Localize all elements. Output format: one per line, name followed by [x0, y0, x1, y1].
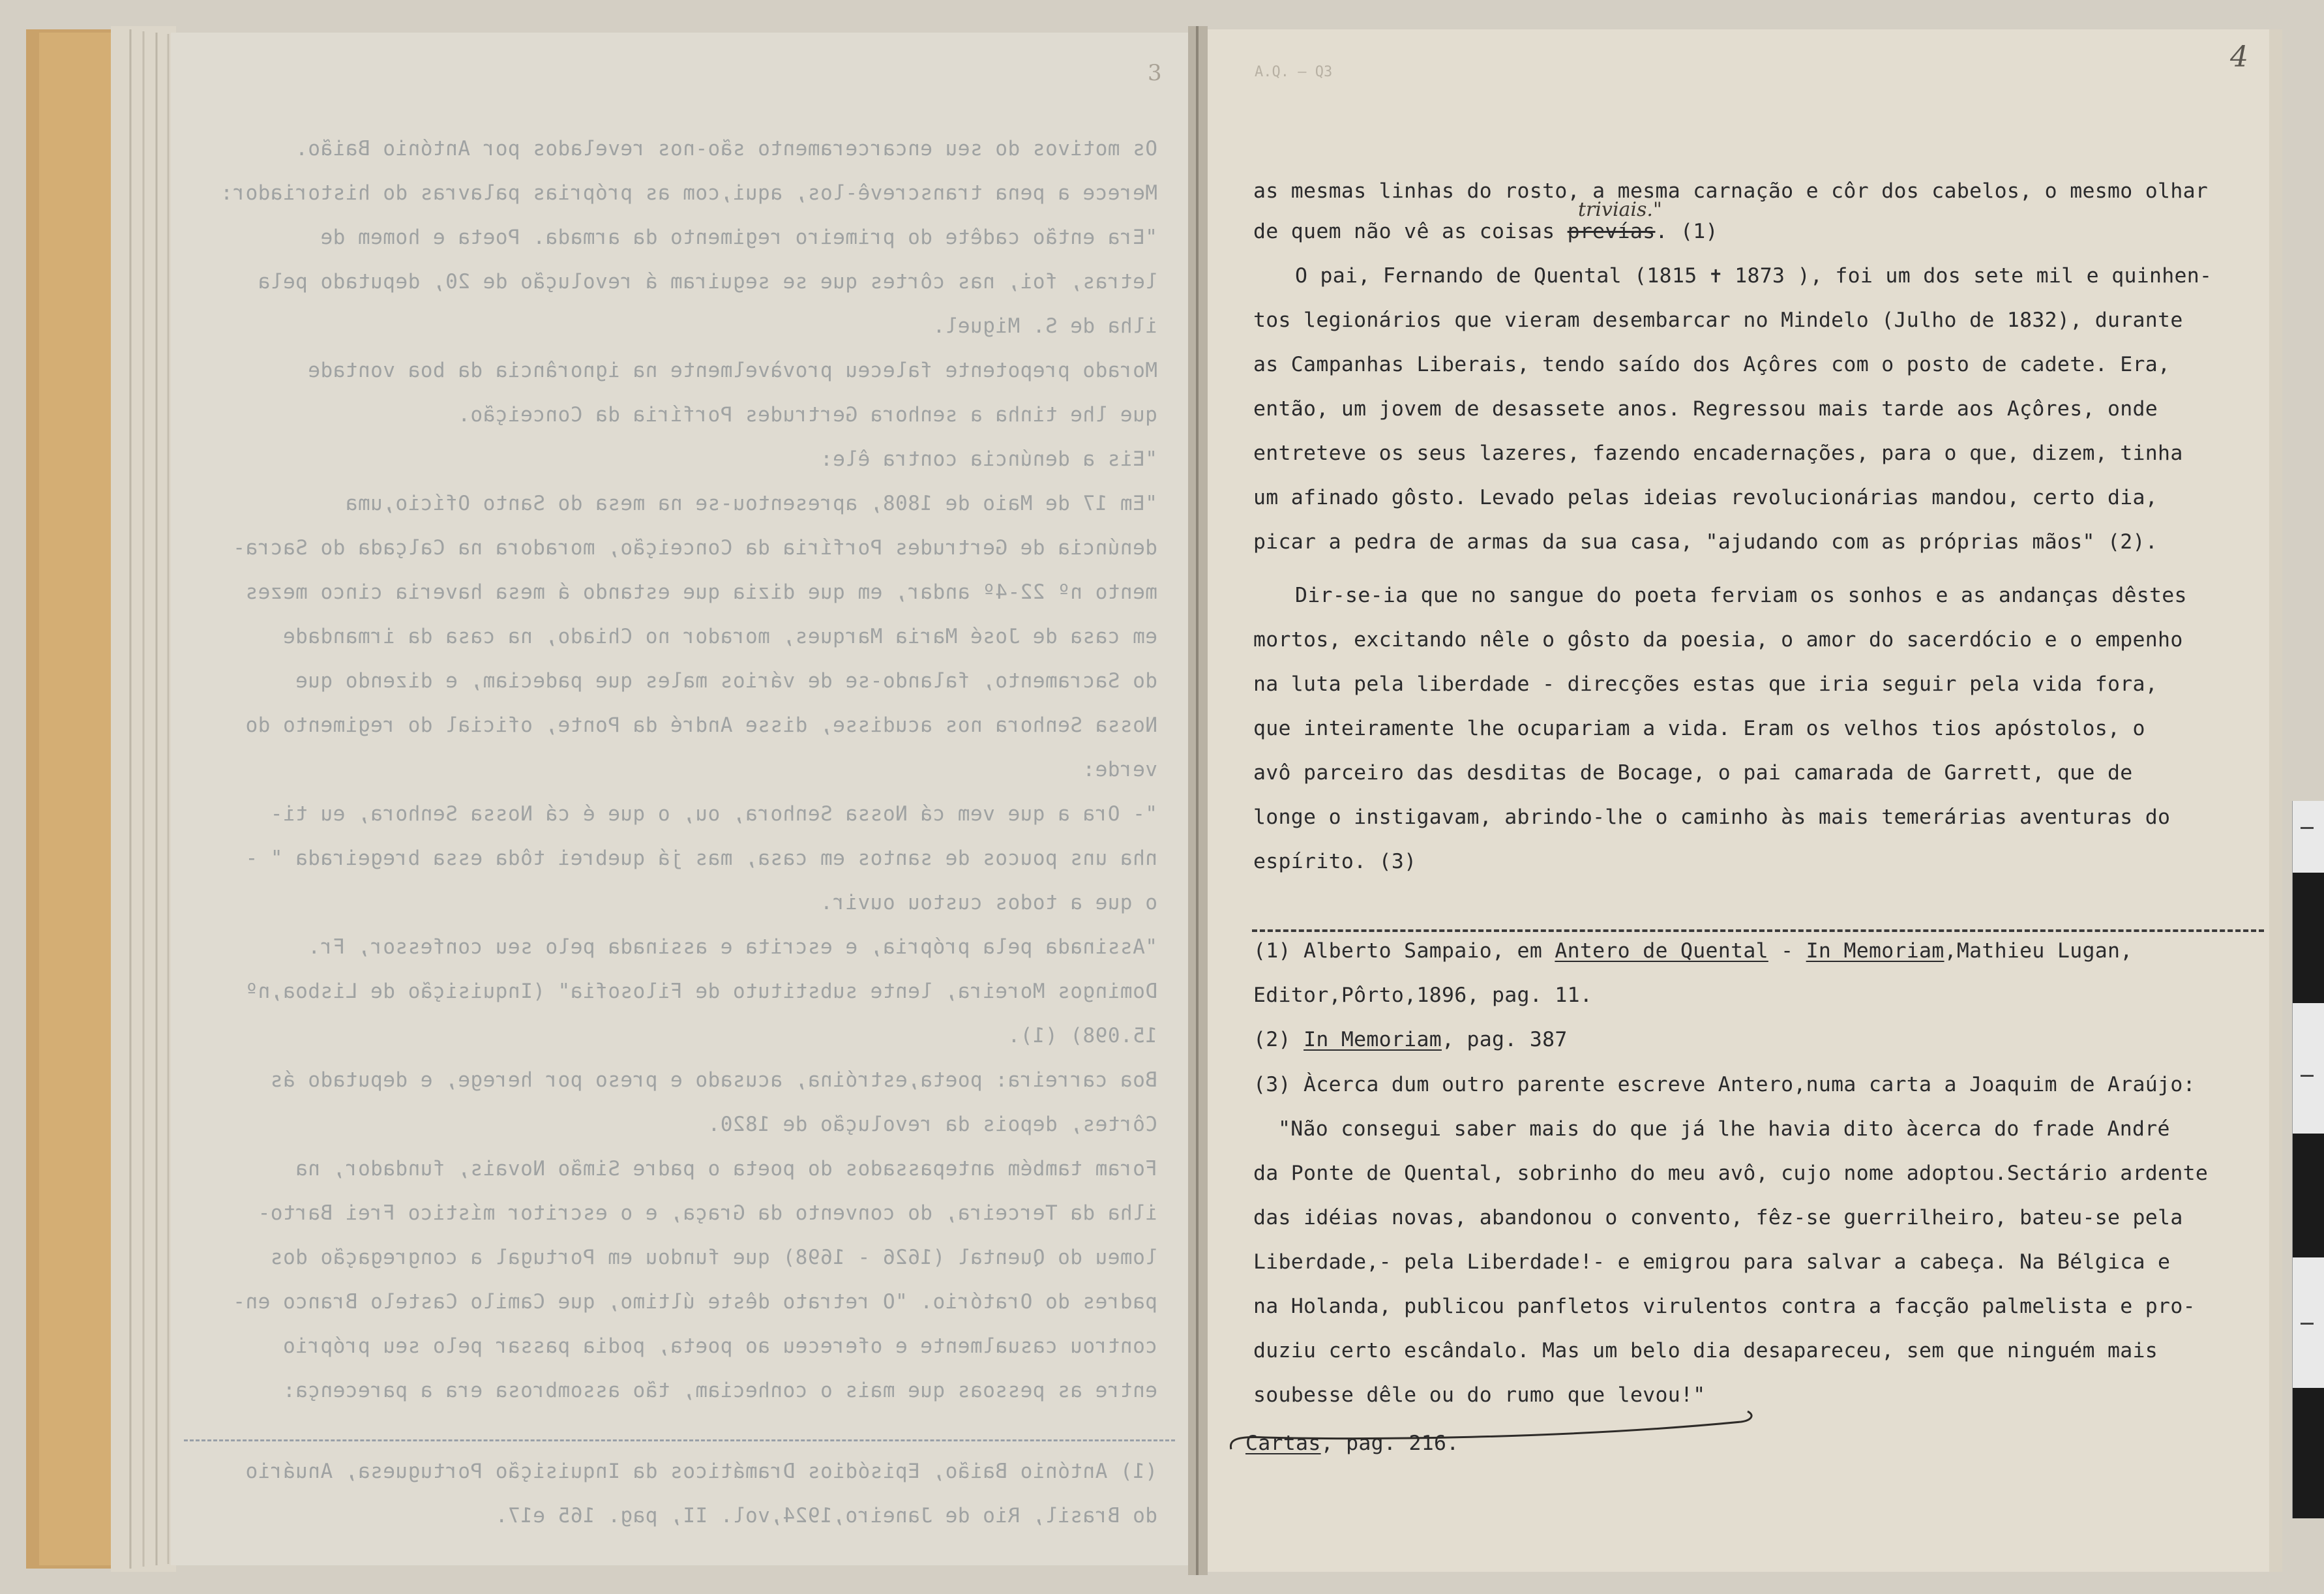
bleed-line: Nossa Senhora nos acudisse, disse André da Ponte, oficial do regimento do	[245, 714, 1157, 737]
body-line: duziu certo escândalo. Mas um belo dia desapareceu, sem que ninguém mais	[1253, 1339, 2158, 1362]
bleed-line: Côrtes, depois da revolução de 1820.	[708, 1113, 1157, 1136]
bleed-line: Boa carreira: poeta,estróina, acusado e preso por herege, e deputado ás	[270, 1068, 1157, 1092]
body-line: longe o instigavam, abrindo-lhe o caminho às mais temerárias aventuras do	[1253, 805, 2171, 829]
bleed-line: "Eis a denúncia contra êle:	[820, 447, 1157, 471]
bleed-line: letras, foi, nas côrtes que se seguiram á revolução de 20, deputado pela	[258, 270, 1157, 293]
body-line: as mesmas linhas do rosto, a mesma carnação e côr dos cabelos, o mesmo olhar	[1253, 179, 2209, 203]
body-line: então, um jovem de desassete anos. Regressou mais tarde aos Açôres, onde	[1253, 397, 2158, 421]
body-line: das idéias novas, abandonou o convento, fêz-se guerrilheiro, bateu-se pela	[1253, 1206, 2183, 1229]
right-page-number: 4	[2230, 40, 2248, 74]
ruler-block	[2293, 873, 2324, 1003]
handwritten-underline-stroke	[1226, 1389, 1761, 1461]
bleed-line: do Brasil, Rio de Janeiro,1924,vol. II, pag. 165 e17.	[495, 1504, 1157, 1527]
body-line: na Holanda, publicou panfletos virulentos contra a facção palmelista e pro-	[1253, 1295, 2196, 1318]
ruler-tick	[2301, 827, 2314, 829]
body-line: na luta pela liberdade - direcções estas que iria seguir pela vida fora,	[1253, 672, 2158, 696]
body-line: tos legionários que vieram desembarcar no Mindelo (Julho de 1832), durante	[1253, 308, 2183, 332]
bleed-line: padres do Oratório. "O retrato dêste último, que Camilo Castelo Branco en-	[232, 1290, 1157, 1314]
bleed-line: denúncia de Gertrudes Porfíria da Conceição, moradora na Calçada do Sacra-	[232, 536, 1157, 560]
ruler-block	[2293, 1388, 2324, 1518]
footnote-title: Cartas	[1245, 1432, 1321, 1455]
right-footnote-separator	[1252, 929, 2264, 932]
text-run: , pag. 216.	[1320, 1432, 1459, 1455]
bleed-line: (1) António Baião, Episódios Dramáticos da Inquisição Portuguesa, Anuário	[245, 1460, 1157, 1483]
text-run: -	[1768, 939, 1806, 963]
footnote-2-line	[1253, 1028, 1568, 1051]
body-line: as Campanhas Liberais, tendo saído dos Açôres com o posto de cadete. Era,	[1253, 353, 2171, 376]
bleed-line: 15.098) (1).	[1007, 1024, 1157, 1047]
footnote-title: In Memoriam	[1806, 939, 1944, 963]
body-line: soubesse dêle ou do rumo que levou!"	[1253, 1383, 1706, 1407]
left-footnote-separator	[184, 1439, 1175, 1441]
bleed-line: Os motivos do seu encarceramento são-nos revelados por António Baião.	[295, 137, 1157, 160]
bleed-line: controu casualmente e ofereceu ao poeta, podia passar pelo seu próprio	[282, 1334, 1157, 1358]
footnote-title: Antero de Quental	[1555, 939, 1768, 963]
text-run: (1) Alberto Sampaio, em	[1253, 939, 1555, 963]
bleed-line: "Em 17 de Maio de 1808, apresentou-se na mesa do Santo Ofício,uma	[345, 492, 1157, 515]
bleed-line: que lhe tinha a senhora Gertrudes Porfíria da Conceição.	[457, 403, 1157, 427]
text-run: ,Mathieu Lugan,	[1944, 939, 2133, 963]
text-run: (2)	[1253, 1028, 1304, 1051]
body-line: entreteve os seus lazeres, fazendo encadernações, para o que, dizem, tinha	[1253, 442, 2183, 465]
bleed-line: do Sacramento, falando-se de vários males que padeciam, e dizendo que	[295, 669, 1157, 693]
handwritten-insertion: triviais."	[1578, 198, 1662, 221]
body-line: (3) Àcerca dum outro parente escreve Antero,numa carta a Joaquim de Araújo:	[1253, 1073, 2196, 1096]
body-line: avô parceiro das desditas de Bocage, o pai camarada de Garrett, que de	[1253, 761, 2133, 785]
body-line: picar a pedra de armas da sua casa, "ajudando com as próprias mãos" (2).	[1253, 530, 2158, 554]
bleed-line: entre as pessoas que mais o conheciam, tão assombrosa era a parecença:	[282, 1379, 1157, 1402]
ruler-tick	[2301, 1075, 2314, 1077]
bleed-line: Merece a pena transcrevê-los, aqui,com as próprias palavras do historiador:	[220, 181, 1157, 205]
body-line: espírito. (3)	[1253, 850, 1417, 873]
bleed-line: ilha de S. Miguel.	[932, 314, 1157, 338]
bleed-line: em casa de José Maria Marques, morador no Chiado, na casa da irmandade	[282, 625, 1157, 648]
right-page	[1226, 0, 2269, 1594]
bleed-line: Foram também antepassados do poeta o padre Simão Novais, fundador, na	[295, 1157, 1157, 1180]
right-header-faint: A.Q. – Q3	[1255, 64, 1333, 80]
body-line: mortos, excitando nêle o gôsto da poesia, o amor do sacerdócio e o empenho	[1253, 628, 2183, 652]
ruler-tick	[2301, 1323, 2314, 1325]
text-run: , pag. 387	[1441, 1028, 1568, 1051]
bleed-line: "Assinada pela própria, e escrita e assinada pelo seu confessor, Fr.	[307, 935, 1157, 959]
bleed-line: Domingos Moreira, lente substituto de Filosofia" (Inquisição de Lisboa,nº	[245, 980, 1157, 1003]
body-line: "Não consegui saber mais do que já lhe havia dito àcerca do frade André	[1278, 1117, 2170, 1141]
bleed-line: lomeu do Quental (1626 - 1698) que fundou em Portugal a congregação dos	[270, 1246, 1157, 1269]
ruler-block	[2293, 1134, 2324, 1257]
left-page-bleed-through-text	[176, 0, 1177, 1594]
footnote-1-line: Editor,Pôrto,1896, pag. 11.	[1253, 984, 1593, 1007]
body-line: que inteiramente lhe ocupariam a vida. Eram os velhos tios apóstolos, o	[1253, 717, 2145, 740]
scan-ruler	[2292, 801, 2324, 1518]
bleed-line: mento nº 22-4º andar, em que dizia que estando á mesa haveria cinco mezes	[245, 580, 1157, 604]
body-line: O pai, Fernando de Quental (1815 ✝ 1873 ), foi um dos sete mil e quinhen-	[1295, 264, 2212, 288]
bleed-line: "Era então cadête do primeiro regimento da armada. Poeta e homem de	[320, 226, 1157, 249]
body-line: um afinado gôsto. Levado pelas ideias revolucionárias mandou, certo dia,	[1253, 486, 2158, 509]
bleed-line: verde:	[1082, 758, 1157, 781]
left-page-number: 3	[1148, 60, 1162, 86]
bleed-line: "- Ora a que vem cá Nossa Senhora, ou, o que é cá Nossa Senhora, eu ti-	[270, 802, 1157, 826]
text-run: . (1)	[1655, 220, 1718, 243]
body-line	[1253, 220, 1718, 243]
footnote-title: In Memoriam	[1304, 1028, 1442, 1051]
bleed-line: Morado prepotente faleceu provàvelmente na ignorância da boa vontade	[307, 359, 1157, 382]
bleed-line: o que a todos custou ouvir.	[820, 891, 1157, 914]
struck-word: prevías	[1567, 220, 1656, 243]
bleed-line: nha uns poucos de santos em casa, mas já quebrei tôda essa bregeirada " -	[245, 847, 1157, 870]
body-line: da Ponte de Quental, sobrinho do meu avô, cujo nome adoptou.Sectário ardente	[1253, 1162, 2209, 1185]
bleed-line: ilha da Terceira, do convento da Graça, e o escritor místico Frei Barto-	[258, 1201, 1157, 1225]
body-line: Liberdade,- pela Liberdade!- e emigrou para salvar a cabeça. Na Bélgica e	[1253, 1250, 2171, 1274]
left-page	[176, 0, 1177, 1594]
text-run: de quem não vê as coisas	[1253, 220, 1568, 243]
body-line: Dir-se-ia que no sangue do poeta ferviam os sonhos e as andanças dêstes	[1295, 584, 2187, 607]
footnote-1-line	[1253, 939, 2133, 963]
